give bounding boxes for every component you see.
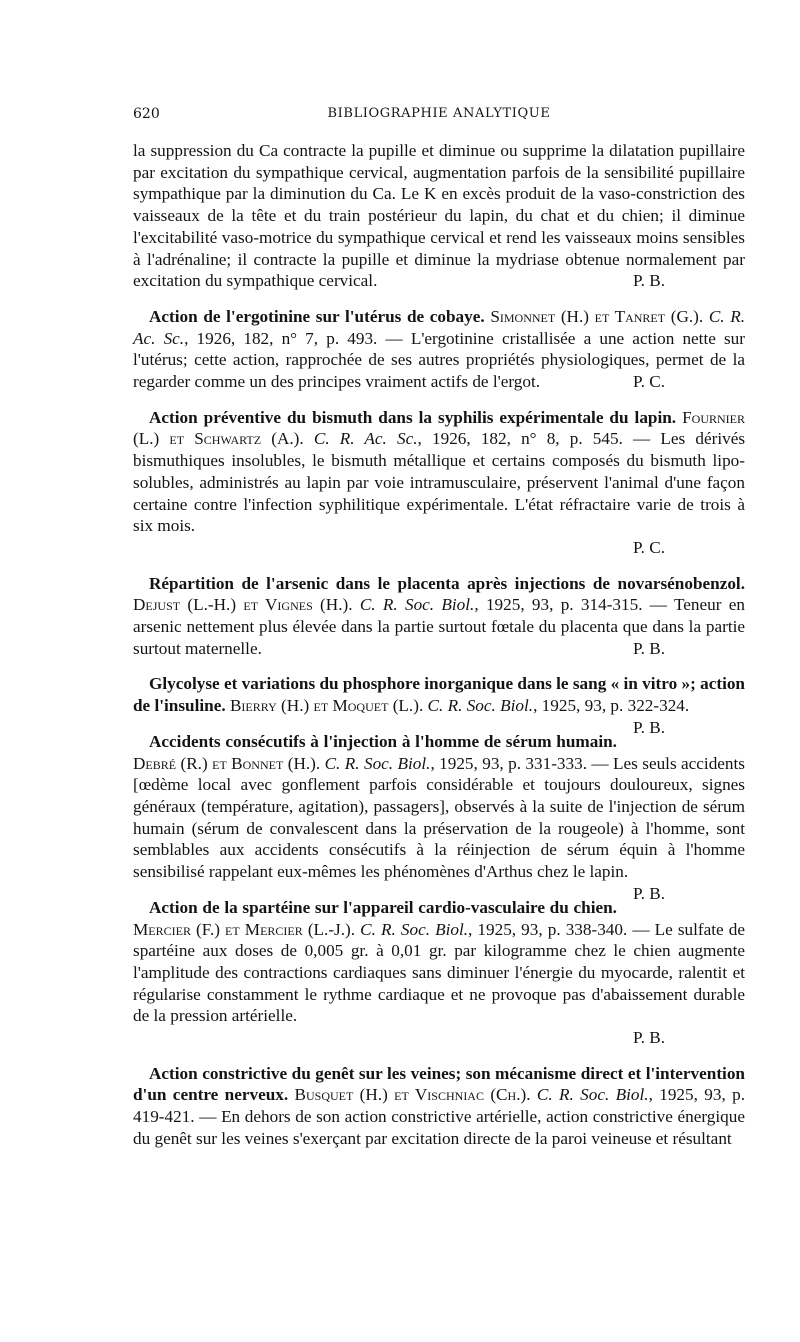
entry-authors: Simonnet (H.) et Tanret (G.).	[490, 306, 704, 326]
entry-journal: C. R. Soc. Biol.	[536, 1085, 649, 1105]
bibliography-entry	[133, 897, 745, 1049]
continuation-paragraph	[133, 140, 745, 292]
entry-paragraph	[133, 573, 745, 660]
entry-authors: Busquet (H.) et Vischniac (Ch.).	[294, 1085, 531, 1105]
continuation-signature: P. B.	[632, 271, 665, 291]
entry-body: En dehors de son action constrictive artérielle, action constrictive énergique du genêt sur les veines s'exerçant par excitation directe de la paroi veineuse et résultant	[133, 1107, 745, 1148]
entry-signature: P. C.	[632, 372, 665, 392]
entry-title: Accidents consécutifs à l'injection à l'homme de sérum humain.	[149, 731, 617, 751]
page-number: 620	[133, 106, 160, 122]
bibliography-entry	[133, 407, 745, 559]
entry-citation: , 1926, 182, n° 8, p. 545. —	[417, 429, 651, 449]
entry-body: Teneur en arsenic nettement plus élevée dans la partie surtout fœtale du placenta que dans la partie surtout maternelle.	[133, 595, 745, 658]
entry-authors: Fournier (L.) et Schwartz (A.).	[133, 407, 746, 449]
bibliography-entry	[133, 1063, 745, 1150]
running-head	[133, 106, 745, 130]
entry-signature: P. B.	[632, 717, 665, 737]
entry-journal: C. R. Soc. Biol.	[360, 919, 469, 939]
entry-authors: Bierry (H.) et Moquet (L.).	[229, 696, 424, 716]
entry-title: Action préventive du bismuth dans la syphilis expérimentale du lapin.	[149, 407, 677, 427]
entry-citation: , 1925, 93, p. 314-315. —	[474, 595, 667, 615]
entry-citation: , 1925, 93, p. 331-333. —	[430, 753, 609, 773]
entry-body: Les dérivés bismuthiques insolubles, le bismuth métallique et certains composés du bismuth lipo-solubles, administrés au lapin par voie intramusculaire, préservent l'animal d'une façon certaine contre l'infection syphilitique expérimentale. L'état réfractaire varie de trois à six mois.	[133, 429, 746, 536]
entry-signature: P. B.	[632, 883, 665, 903]
entry-title: Répartition de l'arsenic dans le placenta après injections de novarsénobenzol.	[149, 573, 745, 593]
bibliography-entry	[133, 306, 745, 393]
entry-citation: , 1925, 93, p. 338-340. —	[468, 919, 650, 939]
entry-body: Le sulfate de spartéine aux doses de 0,005 gr. à 0,01 gr. par kilogramme chez le chien augmente l'amplitude des contractions cardiaques sans diminuer l'énergie du myocarde, ralentit et régularise constamment le rythme cardiaque et ne provoque pas d'abaissement durable de la pression artérielle.	[133, 919, 745, 1026]
entry-title: Action constrictive du genêt sur les veines; son mécanisme direct et l'intervention d'un centre nerveux.	[133, 1063, 745, 1105]
entry-journal: C. R. Soc. Biol.	[427, 696, 534, 716]
bibliography-entry	[133, 573, 745, 660]
entry-journal: C. R. Ac. Sc.	[313, 429, 418, 449]
bibliography-entry	[133, 731, 745, 903]
entry-citation: , 1925, 93, p. 419-421. —	[133, 1085, 745, 1127]
entry-journal: C. R. Ac. Sc.	[133, 306, 746, 348]
entry-paragraph	[133, 897, 745, 1027]
entry-authors: Dejust (L.-H.) et Vignes (H.).	[133, 595, 353, 615]
entry-authors: Debré (R.) et Bonnet (H.).	[133, 753, 321, 773]
entry-title: Action de l'ergotinine sur l'utérus de cobaye.	[149, 306, 485, 326]
running-title: BIBLIOGRAPHIE ANALYTIQUE	[327, 106, 551, 121]
bibliography-entry	[133, 673, 745, 737]
entry-title: Action de la spartéine sur l'appareil cardio-vasculaire du chien.	[149, 897, 617, 917]
entry-citation: , 1926, 182, n° 7, p. 493. —	[184, 328, 403, 348]
continuation-text: la suppression du Ca contracte la pupille et diminue ou supprime la dilatation pupillaire par excitation du sympathique cervical, augmentation parfois de la sensibilité pupillaire sympathique par la diminution du Ca. Le K en excès produit de la vaso-constriction des vaisseaux de la tête et du train postérieur du lapin, du chat et du chien; il diminue l'excitabilité vaso-motrice du sympathique cervical et rend les vaisseaux moins sensibles à l'adrénaline; il contracte la pupille et diminue la mydriase obtenue normalement par excitation du sympathique cervical.	[133, 141, 745, 291]
entry-paragraph	[133, 407, 745, 537]
entry-body: Les seuls accidents [œdème local avec gonflement parfois considérable et toujours douloureux, signes généraux (température, agitation), passagers], observés à la suite de l'injection de sérum humain (sérum de convalescent dans la préservation de la rougeole) à l'homme, sont semblables aux accidents consécutifs à la réinjection de sérum équin à l'homme sensibilisé rappelant eux-mêmes les phénomènes d'Arthus chez le lapin.	[133, 753, 745, 882]
entry-paragraph	[133, 1063, 745, 1150]
entry-signature: P. C.	[632, 537, 665, 557]
entry-title: Glycolyse et variations du phosphore inorganique dans le sang « in vitro »; action de l'insuline.	[133, 674, 745, 716]
entry-paragraph	[133, 306, 745, 393]
entry-journal: C. R. Soc. Biol.	[324, 753, 431, 773]
entry-body: L'ergotinine cristallisée a une action nette sur l'utérus; cette action, rapprochée de ses autres propriétés physiologiques, permet de la regarder comme un des principes vraiment actifs de l'ergot.	[133, 328, 746, 392]
entry-journal: C. R. Soc. Biol.	[359, 595, 475, 615]
entry-paragraph	[133, 731, 745, 903]
entry-citation: , 1925, 93, p. 322-324.	[533, 696, 690, 716]
entry-signature: P. B.	[632, 1028, 665, 1048]
entry-signature: P. B.	[632, 638, 665, 658]
entry-paragraph	[133, 673, 745, 737]
entry-authors: Mercier (F.) et Mercier (L.-J.).	[133, 919, 356, 939]
